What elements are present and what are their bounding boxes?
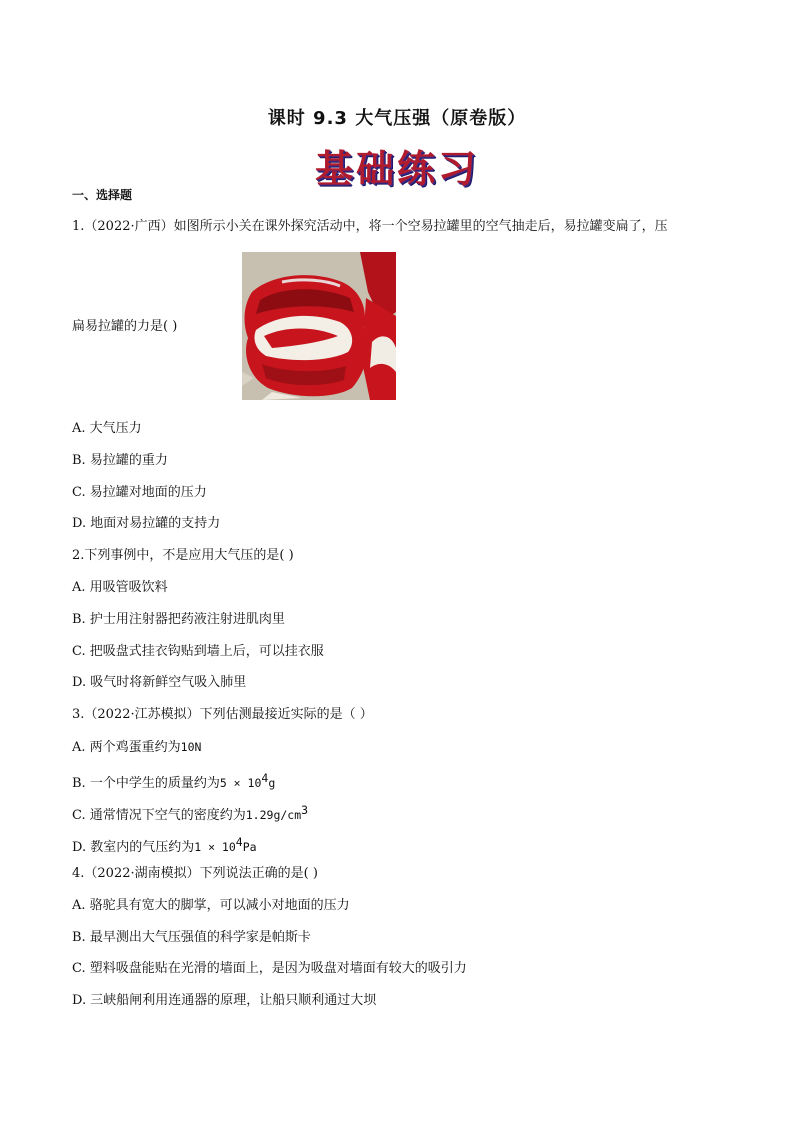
question-1-stem: 1.（2022·广西）如图所示小关在课外探究活动中，将一个空易拉罐里的空气抽走后，易拉罐变扁了，压 <box>72 219 668 234</box>
question-2-stem: 2.下列事例中，不是应用大气压的是( ) <box>72 548 294 563</box>
question-3-option-c: C. 通常情况下空气的密度约为$1.29g/cm^3$ <box>72 803 309 823</box>
question-4-option-b: B. 最早测出大气压强值的科学家是帕斯卡 <box>72 930 311 945</box>
crushed-can-image <box>242 252 396 400</box>
question-3-option-b: B. 一个中学生的质量约为$5 \times 10^4g$ <box>72 771 276 791</box>
question-4-stem: 4.（2022·湖南模拟）下列说法正确的是( ) <box>72 866 318 881</box>
banner-heading: 基础练习 <box>314 147 479 191</box>
question-1-option-b: B. 易拉罐的重力 <box>72 453 168 468</box>
question-1-stem-continued: 扁易拉罐的力是( ) <box>72 319 178 334</box>
question-4-option-a: A. 骆驼具有宽大的脚掌，可以减小对地面的压力 <box>72 898 350 913</box>
section-heading: 一、选择题 <box>72 188 133 202</box>
question-1-option-c: C. 易拉罐对地面的压力 <box>72 485 207 500</box>
question-3-stem: 3.（2022·江苏模拟）下列估测最接近实际的是（ ） <box>72 707 373 722</box>
question-2-option-d: D. 吸气时将新鲜空气吸入肺里 <box>72 675 247 690</box>
question-3-option-a: A. 两个鸡蛋重约为10N <box>72 740 202 755</box>
question-1-option-a: A. 大气压力 <box>72 421 142 436</box>
question-4-option-d: D. 三峡船闸利用连通器的原理，让船只顺利通过大坝 <box>72 993 377 1008</box>
question-2-option-c: C. 把吸盘式挂衣钩贴到墙上后，可以挂衣服 <box>72 644 324 659</box>
question-4-option-c: C. 塑料吸盘能贴在光滑的墙面上，是因为吸盘对墙面有较大的吸引力 <box>72 961 467 976</box>
question-3-option-d: D. 教室内的气压约为$1 \times 10^4Pa$ <box>72 835 257 855</box>
page-title: 课时 9.3 大气压强（原卷版） <box>267 108 527 129</box>
question-1-option-d: D. 地面对易拉罐的支持力 <box>72 516 221 531</box>
question-2-option-a: A. 用吸管吸饮料 <box>72 580 168 595</box>
question-2-option-b: B. 护士用注射器把药液注射进肌肉里 <box>72 612 285 627</box>
